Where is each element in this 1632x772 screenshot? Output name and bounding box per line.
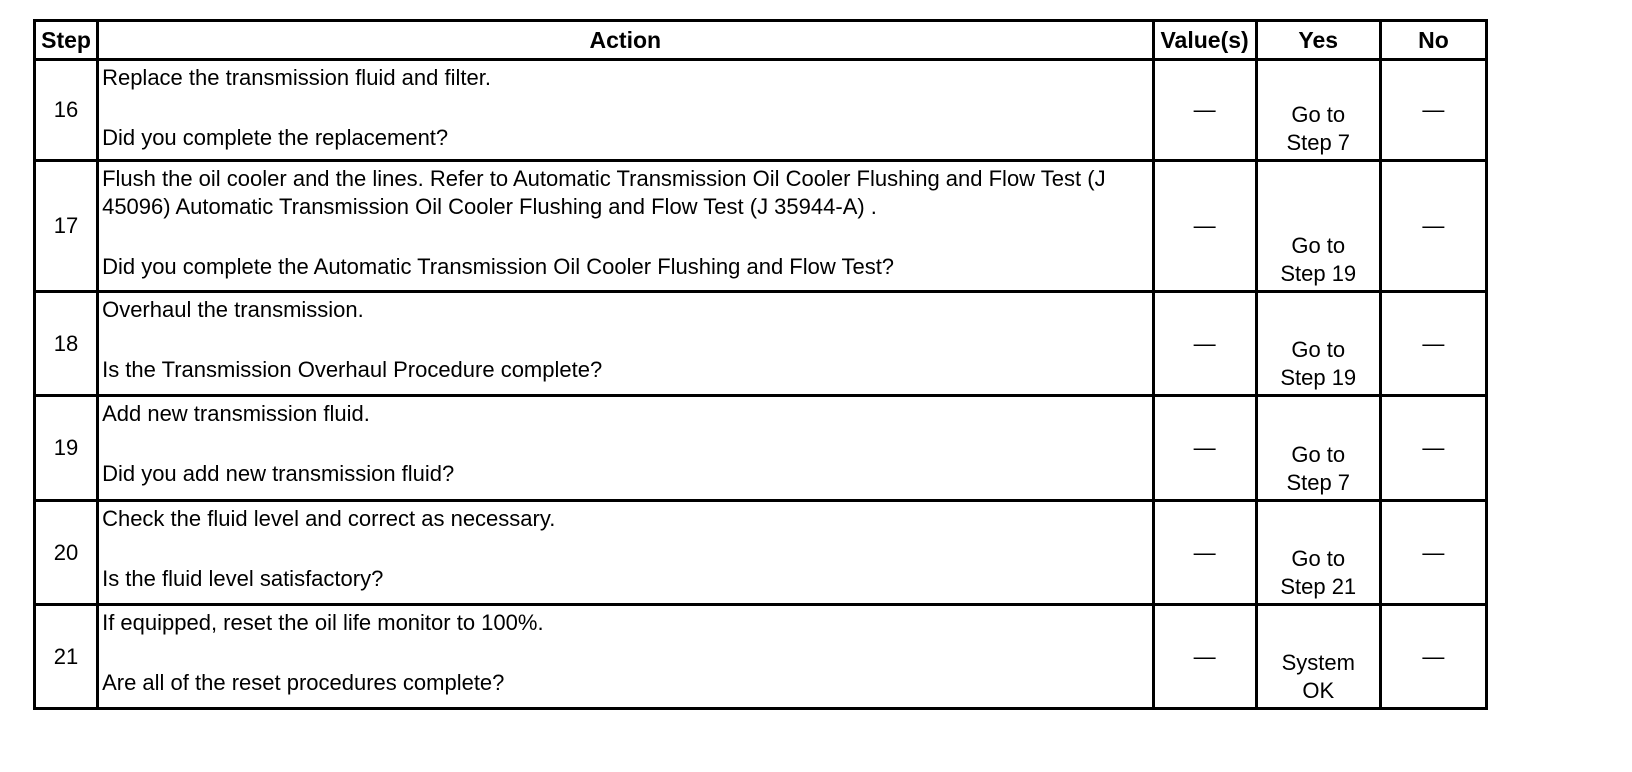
value-cell bbox=[1153, 396, 1256, 501]
table-row bbox=[35, 60, 1487, 161]
step-number: 16 bbox=[35, 60, 98, 161]
action-instruction: Check the fluid level and correct as necessary. bbox=[102, 506, 556, 531]
step-number: 21 bbox=[35, 605, 98, 709]
no-cell bbox=[1380, 161, 1486, 292]
no-text: — bbox=[1422, 539, 1445, 565]
table-row bbox=[35, 292, 1487, 396]
no-text: — bbox=[1422, 643, 1445, 669]
yes-line2: Step 19 bbox=[1280, 365, 1357, 390]
yes-line2: Step 21 bbox=[1280, 574, 1357, 599]
action-instruction: Add new transmission fluid. bbox=[102, 401, 370, 426]
table-row bbox=[35, 501, 1487, 605]
no-cell bbox=[1380, 396, 1486, 501]
header-action: Action bbox=[98, 21, 1153, 60]
yes-line1: Go to bbox=[1291, 102, 1346, 127]
yes-line2: Step 7 bbox=[1286, 130, 1351, 155]
value-cell bbox=[1153, 292, 1256, 396]
value-text: — bbox=[1193, 213, 1216, 238]
yes-line2: Step 7 bbox=[1286, 470, 1351, 495]
value-cell bbox=[1153, 60, 1256, 161]
action-cell bbox=[98, 60, 1153, 161]
no-text: — bbox=[1422, 330, 1445, 356]
no-text: — bbox=[1422, 435, 1445, 460]
yes-cell bbox=[1256, 161, 1380, 292]
action-instruction: If equipped, reset the oil life monitor to 100%. bbox=[102, 610, 544, 635]
yes-line2: Step 19 bbox=[1280, 261, 1357, 286]
table-row bbox=[35, 161, 1487, 292]
header-values: Value(s) bbox=[1153, 21, 1256, 60]
yes-line1: Go to bbox=[1291, 442, 1346, 467]
step-number: 18 bbox=[35, 292, 98, 396]
action-cell bbox=[98, 396, 1153, 501]
no-cell bbox=[1380, 605, 1486, 709]
yes-line2: OK bbox=[1302, 678, 1335, 703]
yes-line1: Go to bbox=[1291, 337, 1346, 362]
value-text: — bbox=[1193, 539, 1216, 565]
action-question: Is the fluid level satisfactory? bbox=[102, 566, 384, 591]
action-cell bbox=[98, 161, 1153, 292]
value-text: — bbox=[1193, 643, 1216, 669]
no-cell bbox=[1380, 60, 1486, 161]
header-yes: Yes bbox=[1256, 21, 1380, 60]
yes-cell bbox=[1256, 501, 1380, 605]
action-cell bbox=[98, 501, 1153, 605]
action-instruction: Overhaul the transmission. bbox=[102, 297, 364, 322]
diagnostic-steps-table bbox=[33, 19, 1488, 710]
action-question: Did you add new transmission fluid? bbox=[102, 461, 455, 486]
header-row bbox=[35, 21, 1487, 60]
step-number: 20 bbox=[35, 501, 98, 605]
no-text: — bbox=[1422, 213, 1445, 238]
action-instruction: Flush the oil cooler and the lines. Refer to Automatic Transmission Oil Cooler Flushing and Flow Test (J 45096) Automatic Transmission Oil Cooler Flushing and Flow Test (J 35944-A) . bbox=[102, 166, 1106, 219]
step-number: 19 bbox=[35, 396, 98, 501]
value-text: — bbox=[1193, 435, 1216, 460]
yes-cell bbox=[1256, 60, 1380, 161]
action-question: Did you complete the Automatic Transmission Oil Cooler Flushing and Flow Test? bbox=[102, 254, 895, 279]
step-number: 17 bbox=[35, 161, 98, 292]
action-instruction: Replace the transmission fluid and filter. bbox=[102, 65, 491, 90]
action-question: Are all of the reset procedures complete? bbox=[102, 670, 505, 695]
header-no: No bbox=[1380, 21, 1486, 60]
yes-line1: Go to bbox=[1291, 233, 1346, 258]
value-cell bbox=[1153, 605, 1256, 709]
no-text: — bbox=[1422, 97, 1445, 122]
value-text: — bbox=[1193, 330, 1216, 356]
yes-cell bbox=[1256, 292, 1380, 396]
no-cell bbox=[1380, 501, 1486, 605]
value-text: — bbox=[1193, 97, 1216, 122]
yes-cell bbox=[1256, 605, 1380, 709]
action-question: Did you complete the replacement? bbox=[102, 125, 449, 150]
no-cell bbox=[1380, 292, 1486, 396]
table-row bbox=[35, 396, 1487, 501]
header-step: Step bbox=[35, 21, 98, 60]
action-cell bbox=[98, 605, 1153, 709]
action-cell bbox=[98, 292, 1153, 396]
yes-cell bbox=[1256, 396, 1380, 501]
value-cell bbox=[1153, 501, 1256, 605]
yes-line1: System bbox=[1281, 650, 1355, 675]
action-question: Is the Transmission Overhaul Procedure complete? bbox=[102, 357, 603, 382]
value-cell bbox=[1153, 161, 1256, 292]
table-row bbox=[35, 605, 1487, 709]
yes-line1: Go to bbox=[1291, 546, 1346, 571]
